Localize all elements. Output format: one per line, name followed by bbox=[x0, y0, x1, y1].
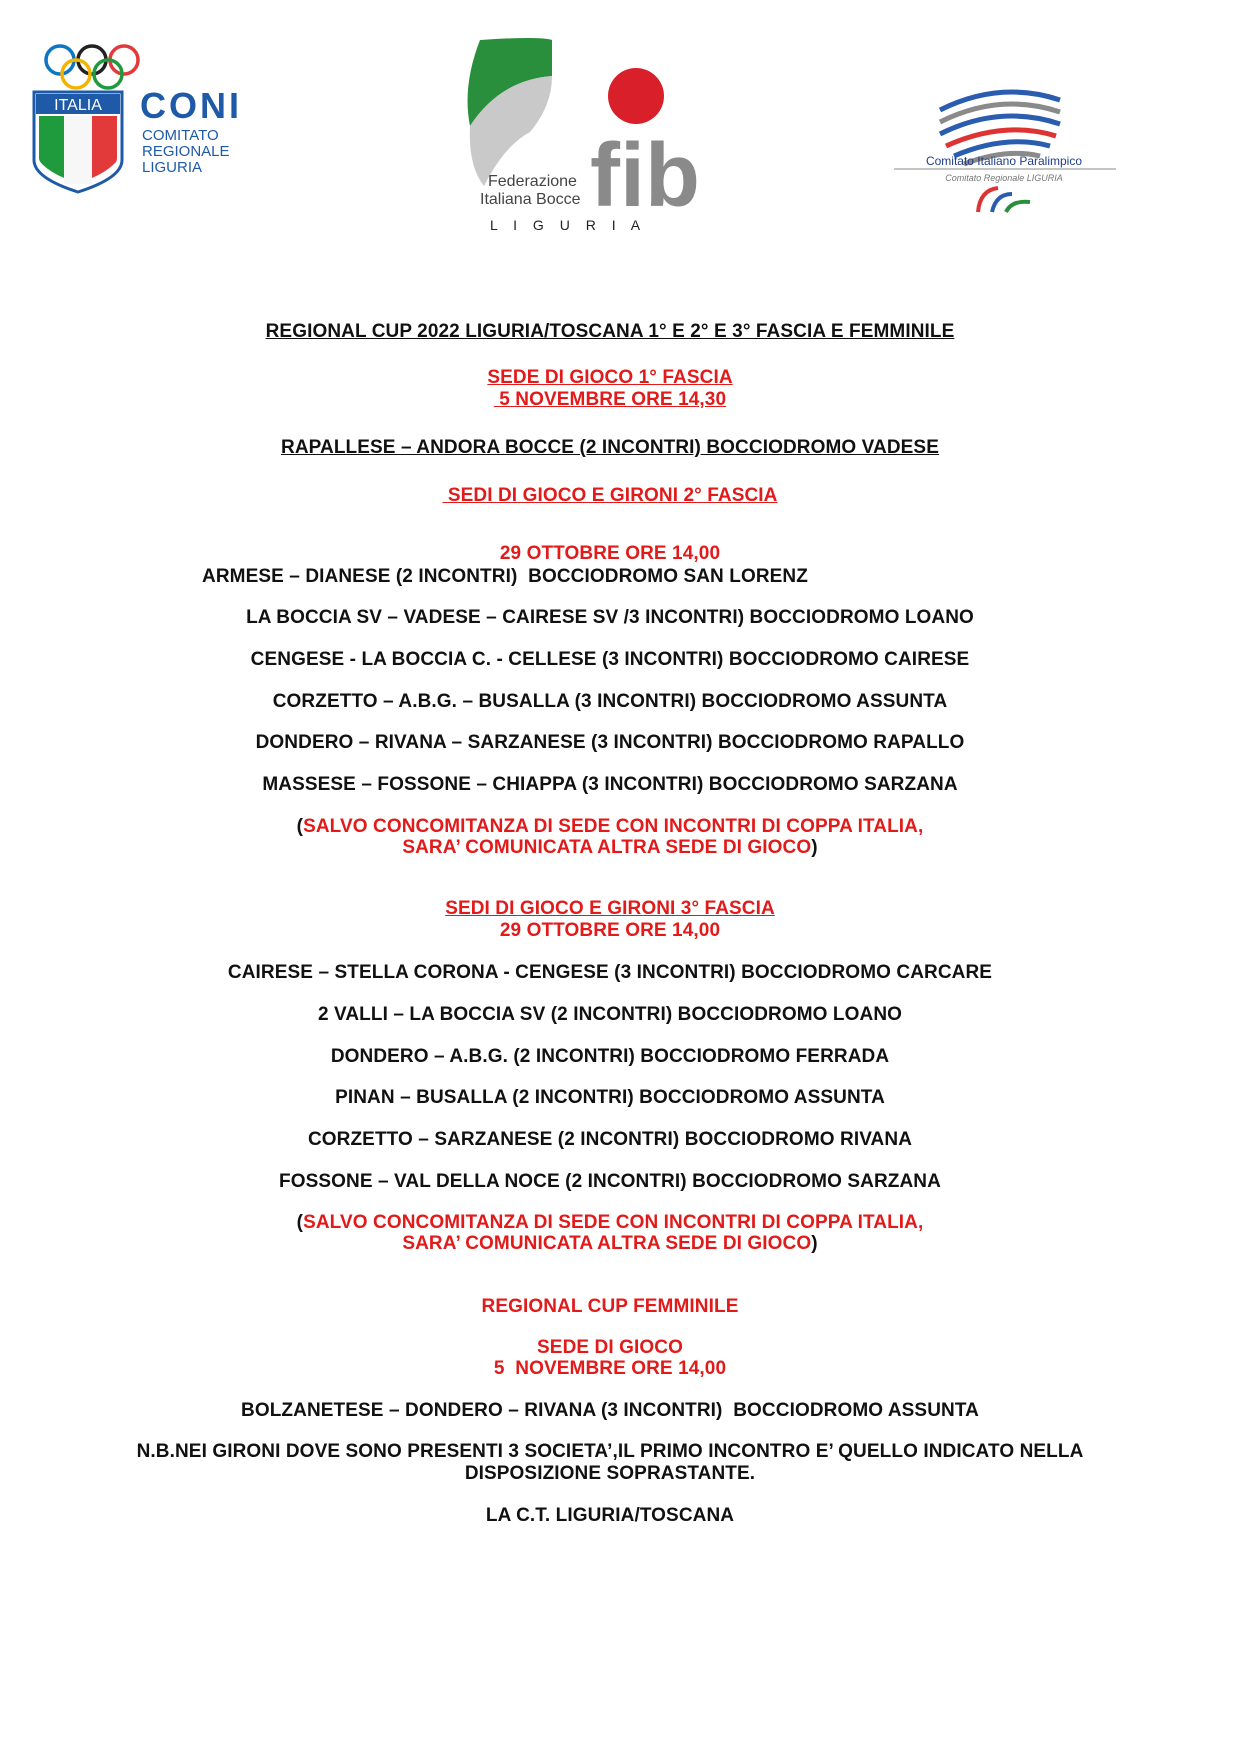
women-date: 5 NOVEMBRE ORE 14,00 bbox=[493, 1358, 727, 1379]
cip-title: Comitato Italiano Paralimpico bbox=[925, 154, 1083, 168]
coni-italia-label: ITALIA bbox=[54, 97, 102, 114]
note-line2: SARA’ COMUNICATA ALTRA SEDE DI GIOCO bbox=[402, 1233, 812, 1254]
second-band-match: LA BOCCIA SV – VADESE – CAIRESE SV /3 INCONTRI) BOCCIODROMO LOANO bbox=[246, 607, 974, 628]
document-title: REGIONAL CUP 2022 LIGURIA/TOSCANA 1° E 2° E 3° FASCIA E FEMMINILE bbox=[265, 321, 955, 342]
third-band-match: FOSSONE – VAL DELLA NOCE (2 INCONTRI) BOCCIODROMO SARZANA bbox=[279, 1171, 941, 1192]
fib-line2: Italiana Bocce bbox=[480, 191, 581, 208]
coni-line2: REGIONALE bbox=[142, 143, 230, 160]
third-band-match: CAIRESE – STELLA CORONA - CENGESE (3 INCONTRI) BOCCIODROMO CARCARE bbox=[227, 962, 993, 983]
nb-note-line1: N.B.NEI GIRONI DOVE SONO PRESENTI 3 SOCIETA’,IL PRIMO INCONTRO E’ QUELLO INDICATO NELLA bbox=[136, 1441, 1084, 1462]
coni-name: CONI bbox=[140, 85, 242, 126]
women-match: BOLZANETESE – DONDERO – RIVANA (3 INCONTRI) BOCCIODROMO ASSUNTA bbox=[241, 1400, 979, 1421]
third-band-note bbox=[60, 1232, 1160, 1256]
first-band-date: 5 NOVEMBRE ORE 14,30 bbox=[493, 389, 727, 410]
second-band-match: ARMESE – DIANESE (2 INCONTRI) BOCCIODROMO SAN LORENZ bbox=[202, 566, 808, 587]
note-open-paren: ( bbox=[296, 816, 304, 837]
first-band-match: RAPALLESE – ANDORA BOCCE (2 INCONTRI) BOCCIODROMO VADESE bbox=[281, 437, 939, 458]
second-band-date: 29 OTTOBRE ORE 14,00 bbox=[499, 543, 721, 564]
cip-logo bbox=[880, 80, 1130, 225]
second-band-match: DONDERO – RIVANA – SARZANESE (3 INCONTRI) BOCCIODROMO RAPALLO bbox=[255, 732, 965, 753]
first-band-heading: SEDE DI GIOCO 1° FASCIA bbox=[487, 367, 733, 388]
note-close-paren: ) bbox=[811, 837, 818, 858]
second-band-match: CENGESE - LA BOCCIA C. - CELLESE (3 INCONTRI) BOCCIODROMO CAIRESE bbox=[250, 649, 970, 670]
coni-line1: COMITATO bbox=[142, 127, 219, 144]
note-close-paren: ) bbox=[811, 1233, 818, 1254]
women-heading: REGIONAL CUP FEMMINILE bbox=[481, 1296, 739, 1317]
olympic-rings-icon bbox=[46, 46, 138, 88]
third-band-match: CORZETTO – SARZANESE (2 INCONTRI) BOCCIODROMO RIVANA bbox=[307, 1129, 913, 1150]
nb-note-line2: DISPOSIZIONE SOPRASTANTE. bbox=[464, 1463, 756, 1484]
note-line1: SALVO CONCOMITANZA DI SEDE CON INCONTRI DI COPPA ITALIA, bbox=[303, 1212, 924, 1233]
note-line1: SALVO CONCOMITANZA DI SEDE CON INCONTRI DI COPPA ITALIA, bbox=[303, 816, 924, 837]
third-band-match: DONDERO – A.B.G. (2 INCONTRI) BOCCIODROMO FERRADA bbox=[330, 1046, 890, 1067]
signature: LA C.T. LIGURIA/TOSCANA bbox=[485, 1505, 735, 1526]
fib-region: L I G U R I A bbox=[490, 217, 647, 233]
fib-line1: Federazione bbox=[488, 173, 577, 190]
note-line2: SARA’ COMUNICATA ALTRA SEDE DI GIOCO bbox=[402, 837, 812, 858]
agitos-icon bbox=[978, 188, 1030, 212]
fib-short: fib bbox=[590, 126, 700, 226]
third-band-heading: SEDI DI GIOCO E GIRONI 3° FASCIA bbox=[445, 898, 775, 919]
women-sub: SEDE DI GIOCO bbox=[537, 1337, 683, 1358]
second-band-match: CORZETTO – A.B.G. – BUSALLA (3 INCONTRI) BOCCIODROMO ASSUNTA bbox=[272, 691, 948, 712]
third-band-match: 2 VALLI – LA BOCCIA SV (2 INCONTRI) BOCCIODROMO LOANO bbox=[317, 1004, 903, 1025]
third-band-date: 29 OTTOBRE ORE 14,00 bbox=[499, 920, 721, 941]
cip-subtitle: Comitato Regionale LIGURIA bbox=[945, 173, 1063, 183]
second-band-heading: SEDI DI GIOCO E GIRONI 2° FASCIA bbox=[442, 485, 778, 506]
coni-logo bbox=[30, 40, 290, 210]
second-band-note bbox=[60, 836, 1160, 860]
second-band-match: MASSESE – FOSSONE – CHIAPPA (3 INCONTRI) BOCCIODROMO SARZANA bbox=[262, 774, 958, 795]
note-open-paren: ( bbox=[296, 1212, 304, 1233]
fib-logo bbox=[460, 36, 740, 258]
third-band-match: PINAN – BUSALLA (2 INCONTRI) BOCCIODROMO ASSUNTA bbox=[335, 1087, 885, 1108]
coni-line3: LIGURIA bbox=[142, 159, 203, 176]
